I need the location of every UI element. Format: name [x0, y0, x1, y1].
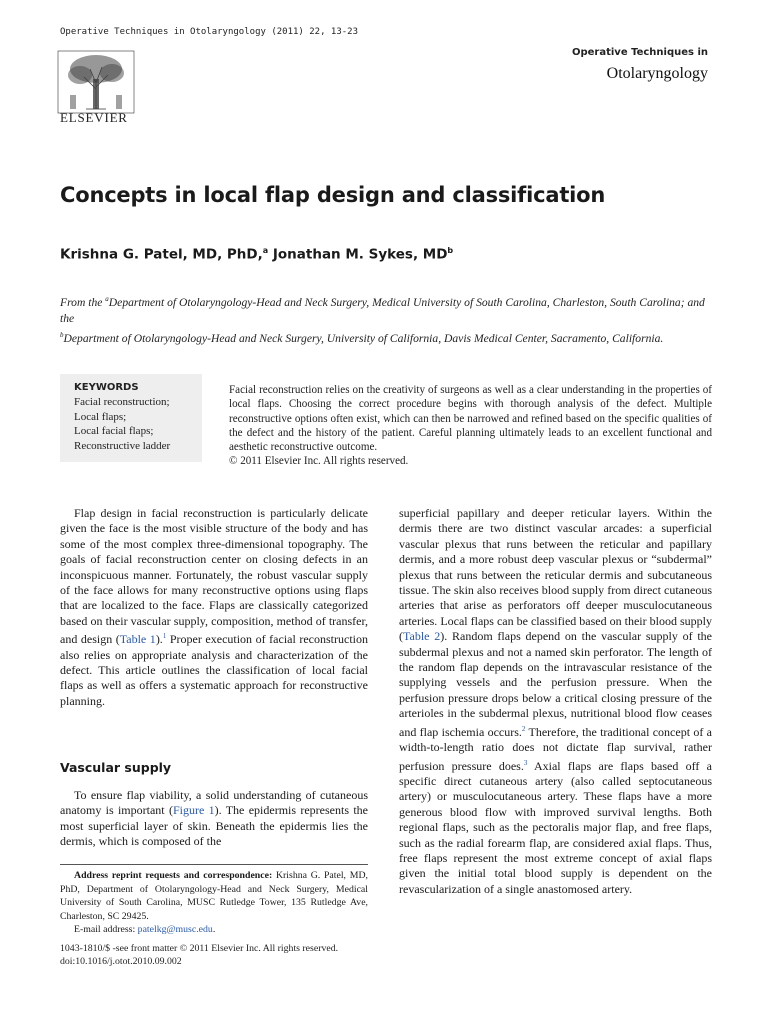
footnote-label: Address reprint requests and correspondence:	[74, 870, 273, 881]
text-run: superficial papillary and deeper reticular layers. Within the dermis there are two distinct vascular arcades: a superficial vascular plexus that runs between the reticular and papillary dermis, and a more robust deep vascular plexus or “subdermal” plexus that runs between the reticular dermis and subcutaneous tissue. The skin also receives blood supply from direct cutaneous arteries that arise as perforators off deeper musculocutaneous arteries. Local flaps can be classified based on their blood supply (	[399, 506, 712, 644]
abstract	[229, 383, 712, 469]
body-column-right	[399, 506, 712, 897]
intro-paragraph	[60, 506, 368, 709]
keyword-item: Local facial flaps;	[74, 425, 154, 437]
text-run: Flap design in facial reconstruction is particularly delicate given the face is the most visible structure of the body and has some of the most complex three-dimensional topography. The goals of facial reconstruction center on closing defects in an inconspicuous manner. Fortunately, the robust vascular supply of the face allows for many reconstructive options using flaps that are localized to the face. Flaps are classically categorized based on their vascular supply, composition, method of transfer, and design (	[60, 506, 368, 647]
doi-line[interactable]: doi:10.1016/j.otot.2010.09.002	[60, 956, 182, 967]
running-header: Operative Techniques in Otolaryngology (2011) 22, 13-23	[60, 27, 359, 37]
abstract-copyright: © 2011 Elsevier Inc. All rights reserved.	[229, 455, 409, 468]
issn-line: 1043-1810/$ -see front matter © 2011 Elsevier Inc. All rights reserved.	[60, 943, 339, 954]
journal-line1: Operative Techniques in	[571, 47, 708, 58]
email-link[interactable]: patelkg@musc.edu	[137, 924, 213, 936]
vascular-paragraph	[60, 788, 368, 850]
affiliations	[60, 291, 712, 347]
body-column-left	[60, 506, 368, 709]
figure-1-link[interactable]: Figure 1	[172, 803, 215, 818]
footnote-divider	[60, 864, 368, 865]
keywords-title: KEYWORDS	[74, 382, 139, 393]
text-run: Therefore, the traditional concept of a width-to-length ratio does not dictate flap survival, rather perfusion pressure does.	[399, 724, 712, 773]
aff2-sup: b	[60, 330, 64, 339]
author-1-sup: a	[262, 246, 269, 255]
aff1-sup: a	[105, 295, 109, 303]
author-2-sup: b	[447, 246, 454, 255]
authors	[60, 246, 453, 263]
abstract-text: Facial reconstruction relies on the creativity of surgeons as well as a clear understanding in the properties of local flaps. Choosing the correct procedure begins with thorough analysis of the defect. Multiple reconstructive options often exist, which can then be narrowed and refined based on the specific qualities of the defect and the history of the patient. Careful planning ultimately leads to an excellent functional and aesthetic reconstructive outcome.	[229, 384, 712, 454]
publisher-name: ELSEVIER	[60, 110, 128, 125]
author-2[interactable]: Jonathan M. Sykes, MD	[268, 246, 448, 263]
keywords-box	[60, 374, 202, 462]
table-1-link[interactable]: Table 1	[119, 632, 156, 647]
aff-2: Department of Otolaryngology-Head and Neck Surgery, University of California, Davis Medical Center, Sacramento, California.	[63, 331, 664, 345]
keyword-item: Reconstructive ladder	[74, 439, 171, 452]
text-run: To ensure flap viability, a solid understanding of cutaneous anatomy is important (	[60, 788, 368, 818]
email-label: E-mail address:	[74, 924, 138, 936]
right-paragraph	[399, 506, 712, 897]
article-title: Concepts in local flap design and classification	[60, 183, 606, 207]
ref-1-link[interactable]: 1	[162, 632, 167, 641]
footnote-text: Krishna G. Patel, MD, PhD, Department of Otolaryngology-Head and Neck Surgery, Medical University of South Carolina, MUSC Rutledge Tower, 135 Rutledge Ave, Charleston, SC 29425.	[60, 870, 368, 922]
elsevier-tree-logo-icon	[56, 44, 136, 120]
section-heading: Vascular supply	[60, 760, 172, 775]
aff-prefix: From the	[60, 295, 106, 309]
keyword-item: Facial reconstruction;	[74, 396, 170, 408]
ref-3-link[interactable]: 3	[523, 758, 528, 767]
journal-block	[508, 47, 708, 83]
journal-line2: Otolaryngology	[606, 65, 708, 82]
front-matter	[60, 942, 338, 968]
footnote-email-line	[60, 923, 368, 937]
aff-1: Department of Otolaryngology-Head and Neck Surgery, Medical University of South Carolina, Charleston, South Carolina; and the	[60, 295, 705, 325]
author-1[interactable]: Krishna G. Patel, MD, PhD,	[60, 246, 263, 263]
text-run: Proper execution of facial reconstruction also relies on appropriate analysis and characterization of the defect. This article outlines the classification of local facial flaps as well as offers a systematic approach for reconstructive planning.	[60, 632, 369, 708]
text-run: ). The epidermis represents the most superficial layer of skin. Beneath the epidermis lies the dermis, which is composed of the	[60, 803, 368, 849]
correspondence-footnote	[60, 869, 368, 937]
table-2-link[interactable]: Table 2	[403, 629, 441, 644]
keyword-item: Local flaps;	[74, 410, 127, 423]
text-run: Axial flaps are flaps based off a specific direct cutaneous artery (also called septocutaneous artery) or musculocutaneous artery. These flaps have a more generous blood flow with improved survival lengths. Both regional flaps, such as the pectoralis major flap, and free flaps, such as the radial forearm flap, are considered axial flaps. Thus, free flaps represent the most extreme concept of axial flaps given the initial total blood supply is dependent on the revascularization of a single anastomosed artery.	[399, 758, 712, 896]
text-run: .	[212, 924, 216, 936]
text-run: ). Random flaps depend on the vascular supply of the subdermal plexus and not a named skin perforator. The length of the random flap depends on the intravascular resistance of the supplying vessels and the perfusion pressure. When the perfusion pressure drops below a critical closing pressure of the arterioles in the subdermal plexus, nutritional blood flow ceases and flap ischemia occurs.	[399, 629, 713, 739]
text-run: ).	[155, 632, 163, 647]
ref-2-link[interactable]: 2	[521, 724, 526, 733]
